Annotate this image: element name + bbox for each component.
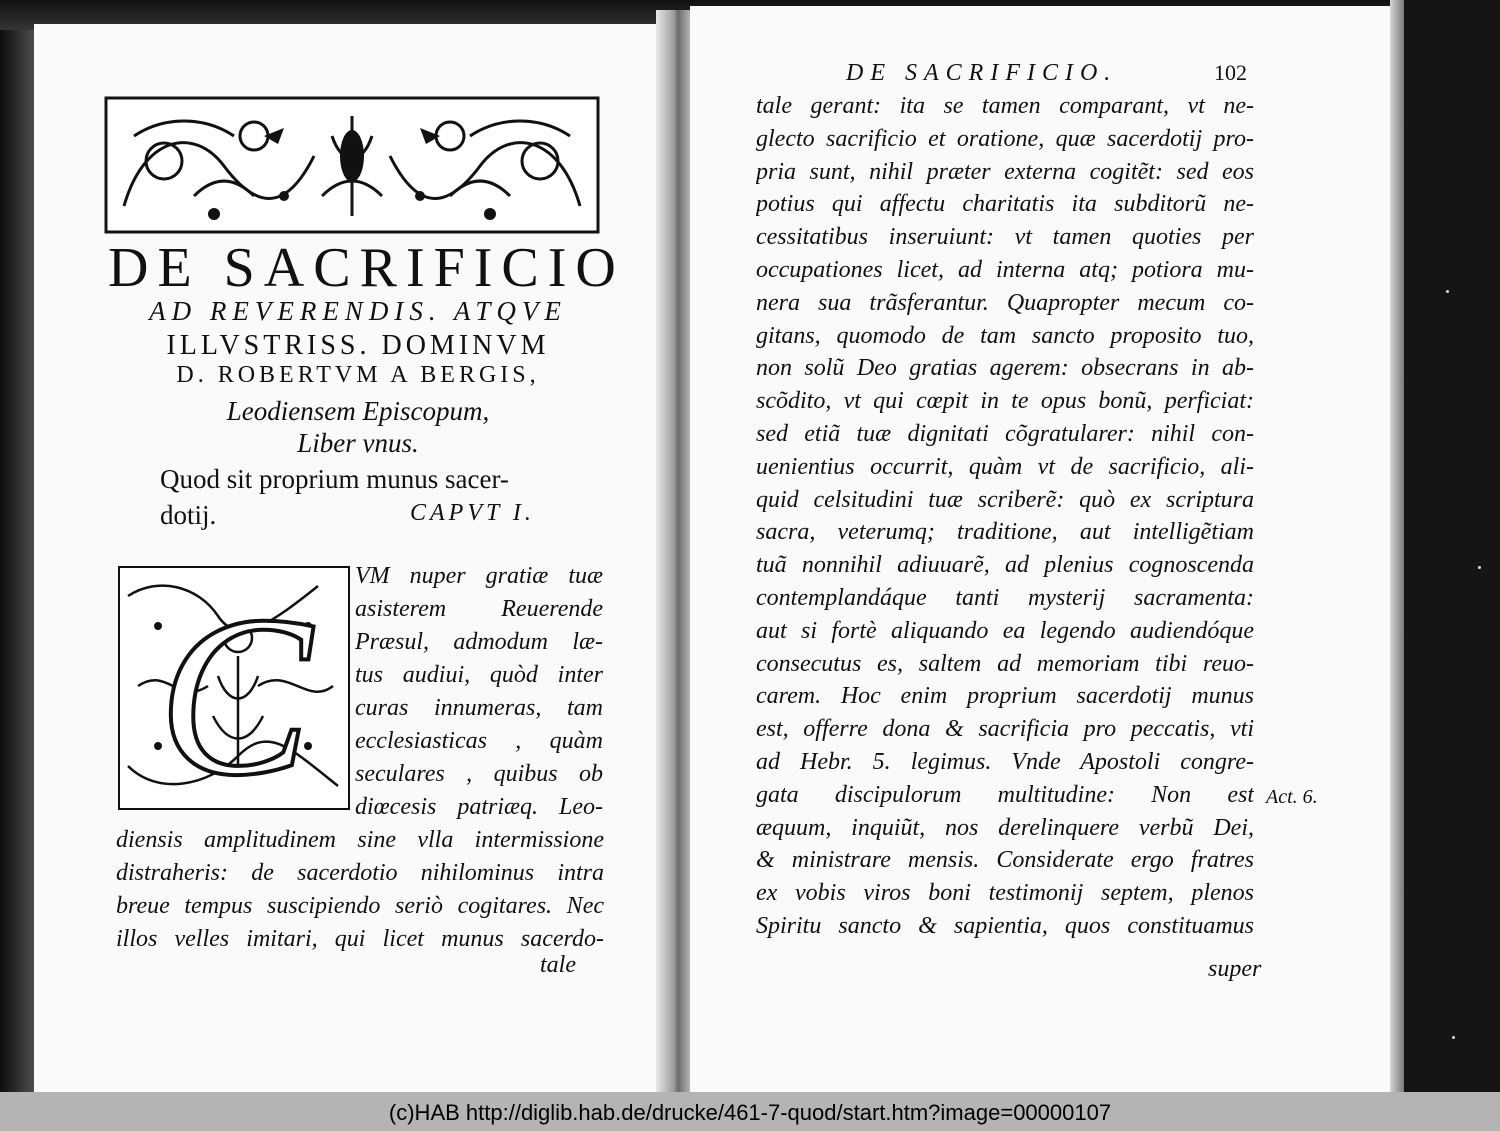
text-line: occupationes licet, ad interna atq; potiora mu- (756, 256, 1254, 283)
text-line: gitans, quomodo de tam sancto proposito tuo, (756, 322, 1254, 349)
ornamental-banner-image (104, 96, 600, 234)
text-line: scõdito, vt qui cœpit in te opus bonũ, perficiat: (756, 388, 1254, 415)
chapter-label: CAPVT I. (410, 500, 535, 526)
text-beside-initial (355, 560, 603, 824)
text-line: ex vobis viros boni testimonij septem, plenos (756, 880, 1254, 907)
dedication-line: AD REVERENDIS. ATQVE (149, 296, 567, 326)
initial-letter: C (158, 568, 312, 823)
chapter-heading: dotij. (160, 500, 217, 530)
text-line: illos velles imitari, qui licet munus sacerdo- (116, 926, 604, 952)
text-line: non solũ Deo gratias agerem: obsecrans in ab- (756, 355, 1254, 382)
text-line: glecto sacrificio et oratione, quæ sacerdotij pro- (756, 125, 1254, 152)
text-line: asisterem Reuerende (355, 596, 603, 622)
dust-speck (1452, 1036, 1455, 1039)
catchword: super (1208, 956, 1262, 982)
text-line: sed etiã tuæ dignitati cõgratularer: nihil con- (756, 420, 1254, 447)
book-left-edge (0, 30, 38, 1092)
text-line: carem. Hoc enim proprium sacerdotij munus (756, 683, 1254, 710)
catchword: tale (540, 952, 576, 978)
text-line: curas innumeras, tam (355, 695, 603, 721)
text-line: breue tempus suscipiendo seriò cogitares. Nec (116, 893, 604, 919)
text-line: æquum, inquiũt, nos derelinquere verbũ Dei, (756, 814, 1254, 841)
text-line: nera sua trãsferantur. Quapropter mecum co- (756, 289, 1254, 316)
text-line: tus audiui, quòd inter (355, 662, 603, 688)
text-line: quid celsitudini tuæ scriberẽ: quò ex scriptura (756, 486, 1254, 513)
text-line: potius qui affectu charitatis ita subditorũ ne- (756, 191, 1254, 218)
page-number: 102 (1214, 60, 1247, 85)
text-line: gata discipulorum multitudine: Non est (756, 781, 1254, 808)
text-line: ecclesiasticas , quàm (355, 728, 603, 754)
footer-credit: (c)HAB http://diglib.hab.de/drucke/461-7-quod/start.htm?image=00000107 (388, 1100, 1112, 1125)
dust-speck (1478, 566, 1481, 569)
margin-note: Act. 6. (1266, 786, 1318, 808)
text-line: Præsul, admodum læ- (355, 629, 603, 655)
text-line: est, offerre dona & sacrificia pro peccatis, vti (756, 716, 1254, 743)
book-title: DE SACRIFICIO (108, 237, 625, 299)
text-line: tuã nonnihil adiuuarẽ, ad plenius cognoscenda (756, 552, 1254, 579)
text-line: diœcesis patriæq. Leo- (355, 794, 603, 820)
left-body-text (116, 824, 604, 956)
text-line: diensis amplitudinem sine vlla intermissione (116, 827, 604, 853)
text-line: VM nuper gratiæ tuæ (355, 563, 603, 589)
dark-background (1404, 0, 1500, 1092)
dedication-line: Liber vnus. (297, 428, 419, 458)
text-line: seculares , quibus ob (355, 761, 603, 787)
dedication-line: Leodiensem Episcopum, (226, 396, 490, 426)
dust-speck (1446, 290, 1449, 293)
copyright-footer (0, 1092, 1500, 1131)
text-line: uenientius occurrit, quàm vt de sacrificio, ali- (756, 453, 1254, 480)
text-line: sacra, veterumq; traditione, aut intelligẽtiam (756, 519, 1254, 546)
decorated-initial (118, 566, 350, 823)
dedication-line: ILLVSTRISS. DOMINVM (166, 330, 550, 361)
text-line: cessitatibus inseruiunt: vt tamen quoties per (756, 224, 1254, 251)
dedication-line: D. ROBERTVM A BERGIS, (176, 362, 540, 388)
right-body-text (756, 90, 1254, 943)
text-line: tale gerant: ita se tamen comparant, vt ne- (756, 93, 1254, 119)
text-line: contemplandáque tanti mysterij sacramenta: (756, 584, 1254, 611)
book-right-edge (1390, 0, 1404, 1092)
text-line: ad Hebr. 5. legimus. Vnde Apostoli congre- (756, 748, 1254, 775)
text-line: pria sunt, nihil præter externa cogitẽt: sed eos (756, 158, 1254, 185)
running-head: DE SACRIFICIO. (846, 60, 1118, 86)
text-line: consecutus es, saltem ad memoriam tibi reuo- (756, 650, 1254, 677)
text-line: Spiritu sancto & sapientia, quos constituamus (756, 912, 1254, 939)
chapter-heading: Quod sit proprium munus sacer- (160, 464, 509, 494)
text-line: & ministrare mensis. Considerate ergo fratres (756, 847, 1254, 874)
text-line: distraheris: de sacerdotio nihilominus intra (116, 860, 604, 886)
text-line: aut si fortè aliquando ea legendo audiendóque (756, 617, 1254, 644)
